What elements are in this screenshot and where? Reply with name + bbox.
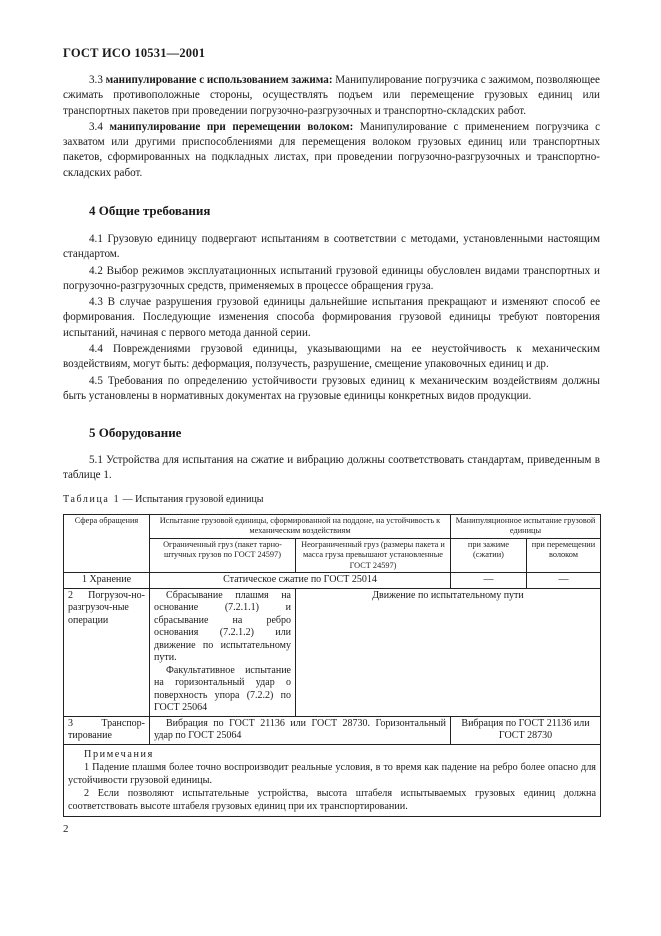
- test-table: [63, 514, 601, 817]
- row-sphere: 2 Погрузоч-но-разгрузоч-ные операции: [64, 588, 150, 716]
- table-notes-row: [64, 744, 601, 816]
- section-4-body: [63, 232, 600, 404]
- table-row: [64, 716, 601, 744]
- table-caption: Таблица 1 — Испытания грузовой единицы: [63, 494, 264, 505]
- row-rest: Движение по испытательному пути: [296, 588, 601, 716]
- row-sphere: 1 Хранение: [64, 573, 150, 589]
- row-limited: Сбрасывание плашмя на основание (7.2.1.1) и сбрасывание на ребро основания (7.2.1.2) или движение по испытательному пути. Факультативное испытание на горизонтальный удар о поверхность упора (7.2.2) по ГОСТ 25064: [150, 588, 296, 716]
- table-row: [64, 573, 601, 589]
- row-test: Статическое сжатие по ГОСТ 25014: [150, 573, 451, 589]
- row-clamp: —: [451, 573, 527, 589]
- header-formed: Испытание грузовой единицы, сформированной на поддоне, на устойчивость к механическим воздействиям: [150, 515, 451, 539]
- term: манипулирование при перемещении волоком:: [109, 120, 354, 133]
- header-manip: Манипуляционное испытание грузовой единицы: [451, 515, 601, 539]
- header-limited: Ограниченный груз (пакет тарно-штучных грузов по ГОСТ 24597): [150, 538, 296, 572]
- section-4-heading: 4 Общие требования: [89, 203, 211, 218]
- note: 2 Если позволяют испытательные устройства, высота штабеля испытываемых грузовых единиц должна соответствовать высоте штабеля грузовых единиц при их транспортировании.: [68, 787, 596, 812]
- page-number: 2: [63, 823, 69, 835]
- section-5-body: [63, 453, 600, 484]
- section-5-heading: 5 Оборудование: [89, 425, 182, 440]
- notes-title: Примечания: [84, 748, 154, 760]
- header-unlimited: Неограниченный груз (размеры пакета и масса груза превышают установленные ГОСТ 24597): [296, 538, 451, 572]
- header-clamp: при зажиме (сжатии): [451, 538, 527, 572]
- paragraph: 4.2 Выбор режимов эксплуатационных испытаний грузовой единицы обусловлен видами транспортных и погрузочно-разгрузочных средств, применяемых в процессе обращения груза.: [63, 264, 600, 292]
- paragraph: 4.1 Грузовую единицу подвергают испытаниям в соответствии с методами, установленными настоящим стандартом.: [63, 233, 600, 261]
- note: 1 Падение плашмя более точно воспроизводит реальные условия, в то время как падение на ребро более опасно для устойчивости грузовой единицы.: [68, 761, 596, 786]
- definition-3-4: 3.4 манипулирование при перемещении волоком: Манипулирование с применением погрузчика с захватом или другими приспособлениями для перемещения волоком грузовых единиц или транспортных пакетов, сформированных на подкладных листах, при проведении погрузочно-разгрузочных и транспортно-складских работ.: [63, 120, 601, 179]
- table-notes: [64, 744, 601, 816]
- table-row: [64, 588, 601, 716]
- row-drag: —: [527, 573, 601, 589]
- header-drag: при перемещении волоком: [527, 538, 601, 572]
- row-sphere: 3 Транспор-тирование: [64, 716, 150, 744]
- paragraph: 5.1 Устройства для испытания на сжатие и вибрацию должны соответствовать стандартам, приведенным в таблице 1.: [63, 454, 600, 482]
- term: манипулирование с использованием зажима:: [105, 74, 333, 86]
- definition-3-3: 3.3 манипулирование с использованием зажима: Манипулирование погрузчика с зажимом, позволяющее сжимать противоположные стороны, осуществлять подъем или перемещение грузовых единиц или транспортных пакетов при проведении погрузочно-разгрузочных и транспортно-складских работ.: [63, 74, 600, 117]
- table-header-row: [64, 515, 601, 539]
- row-test: Вибрация по ГОСТ 21136 или ГОСТ 28730. Горизонтальный удар по ГОСТ 25064: [150, 716, 451, 744]
- paragraph: 4.3 В случае разрушения грузовой единицы дальнейшие испытания прекращают и изменяют способ ее формирования. Последующие изменения способа формирования грузовой единицы требуют повторения испытаний, начиная с первого метода данной серии.: [63, 296, 600, 339]
- definitions-block: [63, 73, 600, 181]
- header-sphere: Сфера обращения: [64, 515, 150, 573]
- paragraph: 4.4 Повреждениями грузовой единицы, указывающими на ее неустойчивость к механическим воздействиям, могут быть: деформация, ползучесть, разрушение, смещение упаковочных единиц и др.: [63, 343, 600, 371]
- row-manip: Вибрация по ГОСТ 21136 или ГОСТ 28730: [451, 716, 601, 744]
- paragraph: 4.5 Требования по определению устойчивости грузовых единиц к механическим воздействиям должны быть установлены в нормативных документах на грузовые единицы конкретных видов продукции.: [63, 374, 600, 402]
- document-header: ГОСТ ИСО 10531—2001: [63, 46, 206, 60]
